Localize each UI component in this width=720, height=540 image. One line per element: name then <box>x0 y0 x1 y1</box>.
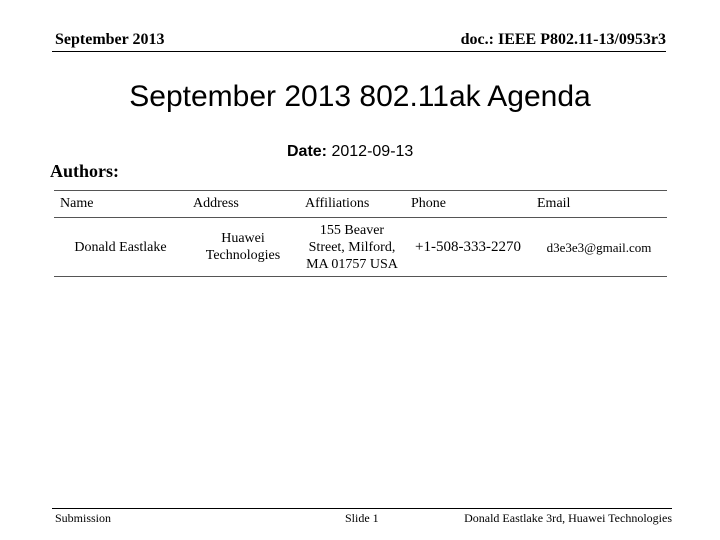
footer-author-credit: Donald Eastlake 3rd, Huawei Technologies <box>464 511 672 525</box>
slide-title: September 2013 802.11ak Agenda <box>129 80 591 113</box>
author-name: Donald Eastlake <box>54 218 187 277</box>
column-header-phone: Phone <box>405 191 531 218</box>
date-line <box>287 143 413 161</box>
author-email: d3e3e3@gmail.com <box>531 218 667 277</box>
column-header-address: Address <box>187 191 299 218</box>
column-header-name: Name <box>54 191 187 218</box>
footer-slide-number: Slide 1 <box>345 511 379 525</box>
table-row <box>54 218 667 277</box>
author-address: Huawei Technologies <box>187 218 299 277</box>
table-header-row <box>54 191 667 218</box>
header-date: September 2013 <box>55 31 165 48</box>
column-header-affiliations: Affiliations <box>299 191 405 218</box>
date-label: Date: <box>287 143 328 160</box>
author-phone: +1-508-333-2270 <box>405 218 531 277</box>
header-doc-id: doc.: IEEE P802.11-13/0953r3 <box>460 31 666 48</box>
author-affiliations: 155 Beaver Street, Milford, MA 01757 USA <box>299 218 405 277</box>
header-rule <box>52 51 666 52</box>
footer-rule <box>52 508 672 509</box>
date-value: 2012-09-13 <box>331 143 414 160</box>
column-header-email: Email <box>531 191 667 218</box>
authors-table <box>54 190 667 277</box>
authors-label: Authors: <box>50 161 120 181</box>
footer-submission: Submission <box>55 511 112 525</box>
